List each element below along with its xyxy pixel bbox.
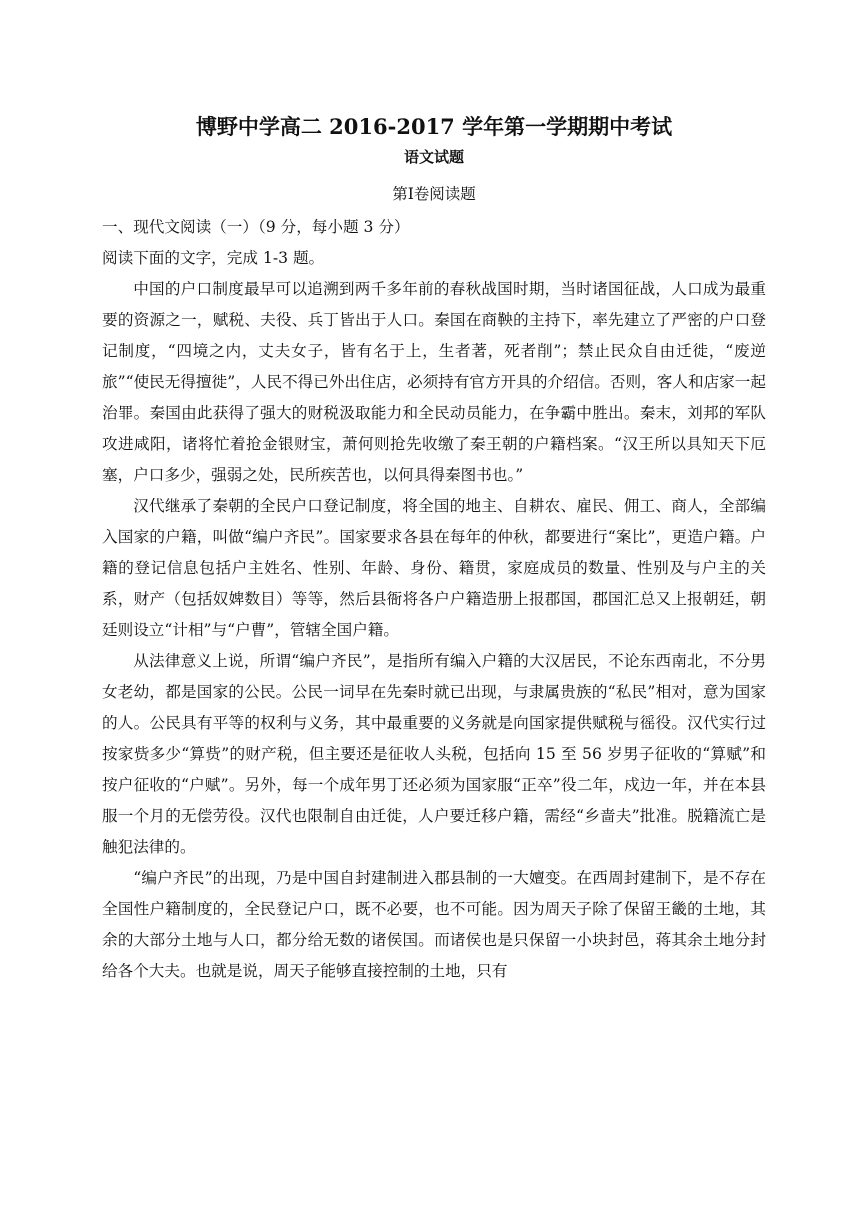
exam-body <box>102 212 766 987</box>
section-heading: 一、现代文阅读（一）（9 分，每小题 3 分） <box>102 218 410 236</box>
reading-instruction: 阅读下面的文字，完成 1-3 题。 <box>102 249 325 267</box>
exam-subtitle: 语文试题 <box>403 148 464 166</box>
passage-paragraph-1: 中国的户口制度最早可以追溯到两千多年前的春秋战国时期，当时诸国征战，人口成为最重要的资源之一，赋税、夫役、兵丁皆出于人口。秦国在商鞅的主持下，率先建立了严密的户口登记制度，“四境之内，丈夫女子，皆有名于上，生者著，死者削”；禁止民众自由迁徙，“废逆旅”“使民无得擅徙”，人民不得已外出住店，必须持有官方开具的介绍信。否则，客人和店家一起治罪。秦国由此获得了强大的财税汲取能力和全民动员能力，在争霸中胜出。秦末，刘邦的军队攻进咸阳，诸将忙着抢金银财宝，萧何则抢先收缴了秦王朝的户籍档案。“汉王所以具知天下厄塞，户口多少，强弱之处，民所疾苦也，以何具得秦图书也。” <box>102 280 766 484</box>
passage-paragraph-3: 从法律意义上说，所谓“编户齐民”，是指所有编入户籍的大汉居民，不论东西南北，不分男女老幼，都是国家的公民。公民一词早在先秦时就已出现，与隶属贵族的“私民”相对，意为国家的人。公民具有平等的权利与义务，其中最重要的义务就是向国家提供赋税与徭役。汉代实行过按家赀多少“算赀”的财产税，但主要还是征收人头税，包括向 15 至 56 岁男子征收的“算赋”和按户征收的“户赋”。另外，每一个成年男丁还必须为国家服“正卒”役二年，戍边一年，并在本县服一个月的无偿劳役。汉代也限制自由迁徙，人户要迁移户籍，需经“乡啬夫”批准。脱籍流亡是触犯法律的。 <box>102 652 766 856</box>
exam-title: 博野中学高二 2016-2017 学年第一学期期中考试 <box>195 114 673 139</box>
passage-paragraph-2: 汉代继承了秦朝的全民户口登记制度，将全国的地主、自耕农、雇民、佣工、商人，全部编入国家的户籍，叫做“编户齐民”。国家要求各县在每年的仲秋，都要进行“案比”，更造户籍。户籍的登记信息包括户主姓名、性别、年龄、身份、籍贯，家庭成员的数量、性别及与户主的关系，财产（包括奴婢数目）等等，然后县衙将各户户籍造册上报郡国，郡国汇总又上报朝廷，朝廷则设立“计相”与“户曹”，管辖全国户籍。 <box>102 497 766 639</box>
part-heading: 第Ⅰ卷阅读题 <box>392 185 476 203</box>
passage-paragraph-4: “编户齐民”的出现，乃是中国自封建制进入郡县制的一大嬗变。在西周封建制下，是不存在全国性户籍制度的，全民登记户口，既不必要，也不可能。因为周天子除了保留王畿的土地，其余的大部分土地与人口，都分给无数的诸侯国。而诸侯也是只保留一小块封邑，蒋其余土地分封给各个大夫。也就是说，周天子能够直接控制的土地，只有 <box>102 869 766 980</box>
